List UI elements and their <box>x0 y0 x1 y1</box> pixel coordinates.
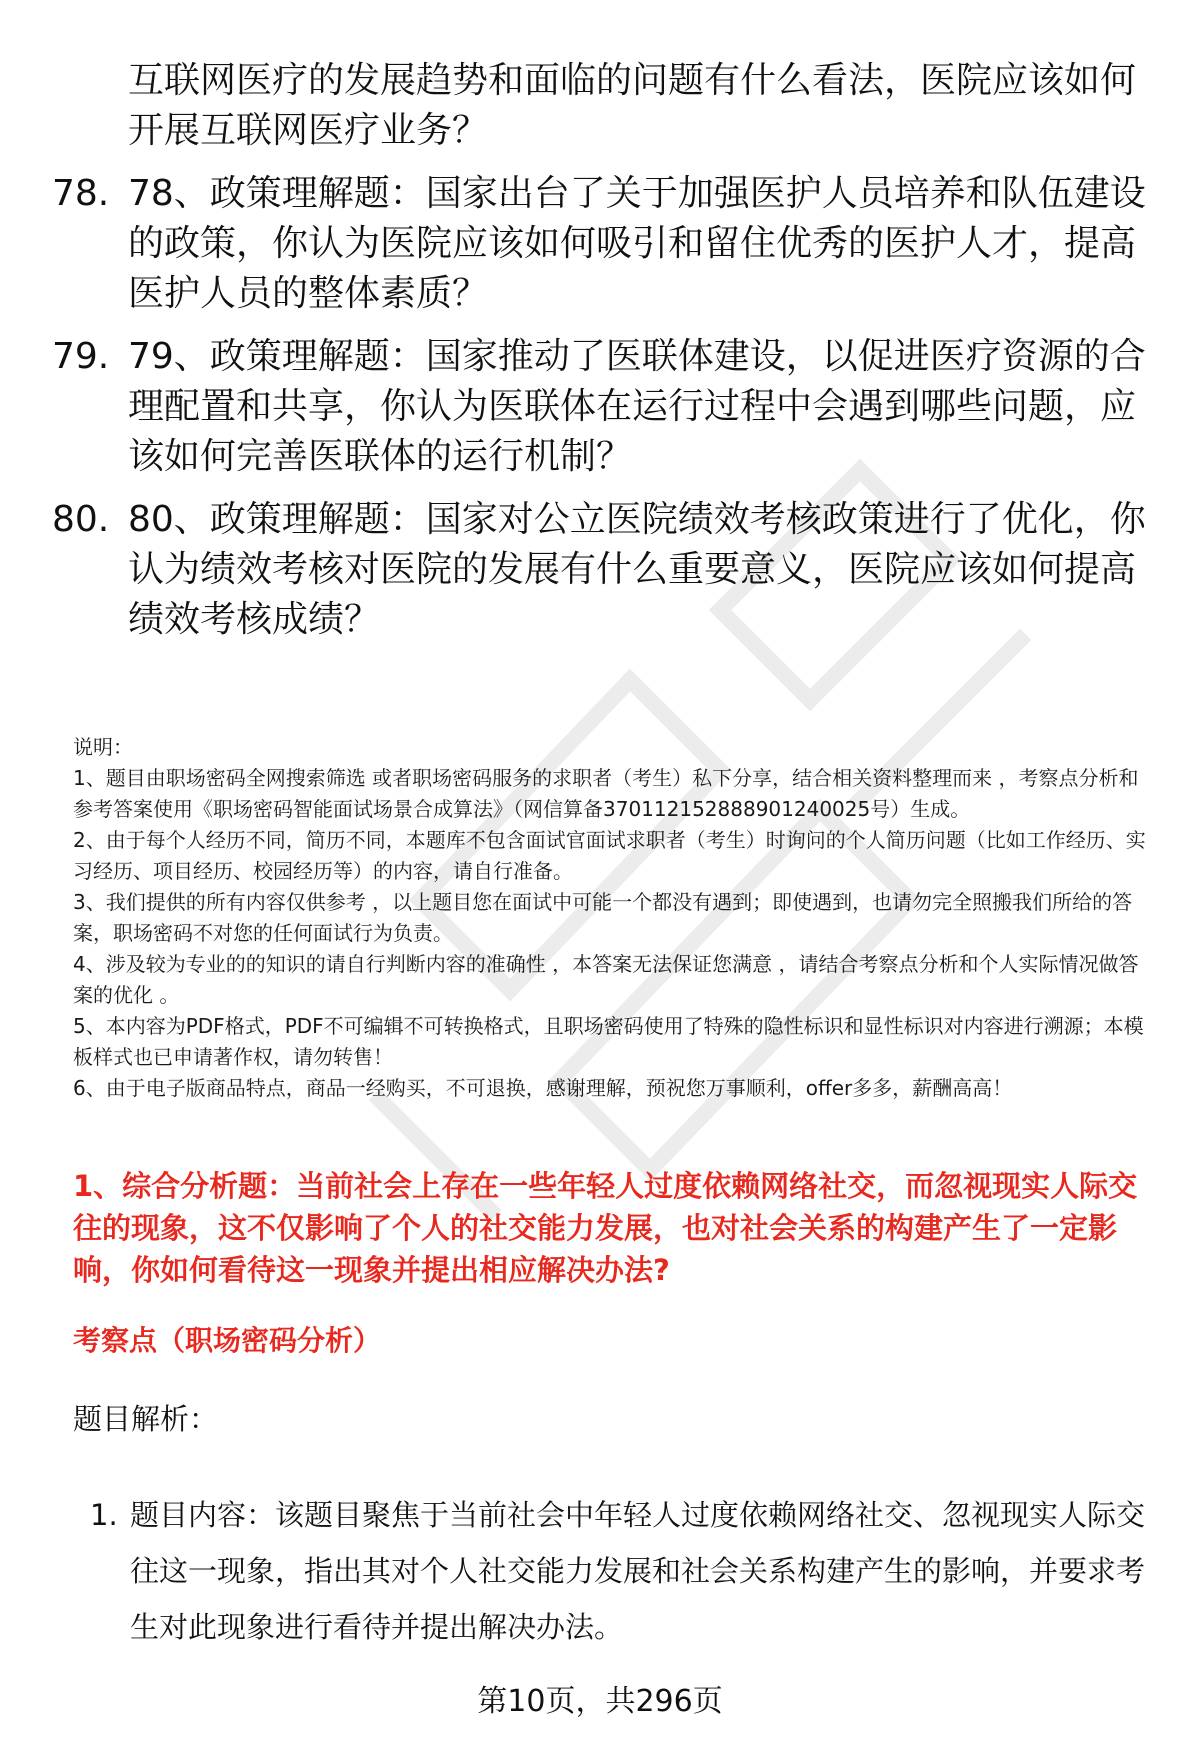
question-80 <box>52 495 1152 645</box>
question-number: 79. <box>52 336 110 377</box>
question-continuation <box>52 56 1152 156</box>
question-text: 80、政策理解题：国家对公立医院绩效考核政策进行了优化，你认为绩效考核对医院的发展有什么重要意义，医院应该如何提高绩效考核成绩？ <box>128 499 1146 640</box>
notes-block <box>73 732 1158 1104</box>
note-item: 6、由于电子版商品特点，商品一经购买，不可退换，感谢理解，预祝您万事顺利，offer多多，薪酬高高！ <box>73 1076 1013 1100</box>
note-item: 1、题目由职场密码全网搜索筛选 或者职场密码服务的求职者（考生）私下分享，结合相关资料整理而来 ，考察点分析和参考答案使用《职场密码智能面试场景合成算法》（网信算备370112152888901240025号）生成。 <box>73 766 1139 821</box>
question-78 <box>52 169 1152 319</box>
section-label: 考察点（职场密码分析） <box>73 1324 382 1357</box>
list-item <box>90 1487 1150 1655</box>
question-text: 79、政策理解题：国家推动了医联体建设，以促进医疗资源的合理配置和共享，你认为医联体在运行过程中会遇到哪些问题，应该如何完善医联体的运行机制？ <box>128 336 1146 477</box>
note-item: 4、涉及较为专业的的知识的请自行判断内容的准确性 ，本答案无法保证您满意 ，请结合考察点分析和个人实际情况做答案的优化 。 <box>73 952 1139 1007</box>
question-number: 80. <box>52 499 110 540</box>
question-79 <box>52 332 1152 482</box>
page-footer: 第10页，共296页 <box>477 1684 723 1719</box>
notes-title: 说明： <box>73 735 133 759</box>
list-number: 1. <box>90 1498 118 1532</box>
list-text: 题目内容：该题目聚焦于当前社会中年轻人过度依赖网络社交、忽视现实人际交往这一现象，指出其对个人社交能力发展和社会关系构建产生的影响，并要求考生对此现象进行看待并提出解决办法。 <box>130 1498 1146 1644</box>
analysis-label: 题目解析： <box>73 1402 219 1436</box>
question-number: 78. <box>52 173 110 214</box>
question-text: 78、政策理解题：国家出台了关于加强医护人员培养和队伍建设的政策，你认为医院应该如何吸引和留住优秀的医护人才，提高医护人员的整体素质？ <box>128 173 1146 314</box>
note-item: 5、本内容为PDF格式，PDF不可编辑不可转换格式，且职场密码使用了特殊的隐性标识和显性标识对内容进行溯源；本模板样式也已申请著作权，请勿转售！ <box>73 1014 1144 1069</box>
note-item: 3、我们提供的所有内容仅供参考 ，以上题目您在面试中可能一个都没有遇到；即使遇到，也请勿完全照搬我们所给的答案，职场密码不对您的任何面试行为负责。 <box>73 890 1133 945</box>
section-question-heading: 1、综合分析题：当前社会上存在一些年轻人过度依赖网络社交，而忽视现实人际交往的现象，这不仅影响了个人的社交能力发展，也对社会关系的构建产生了一定影响，你如何看待这一现象并提出相应解决办法? <box>73 1169 1138 1287</box>
question-text: 互联网医疗的发展趋势和面临的问题有什么看法，医院应该如何开展互联网医疗业务？ <box>128 60 1137 151</box>
note-item: 2、由于每个人经历不同，简历不同，本题库不包含面试官面试求职者（考生）时询问的个人简历问题（比如工作经历、实习经历、项目经历、校园经历等）的内容，请自行准备。 <box>73 828 1146 883</box>
